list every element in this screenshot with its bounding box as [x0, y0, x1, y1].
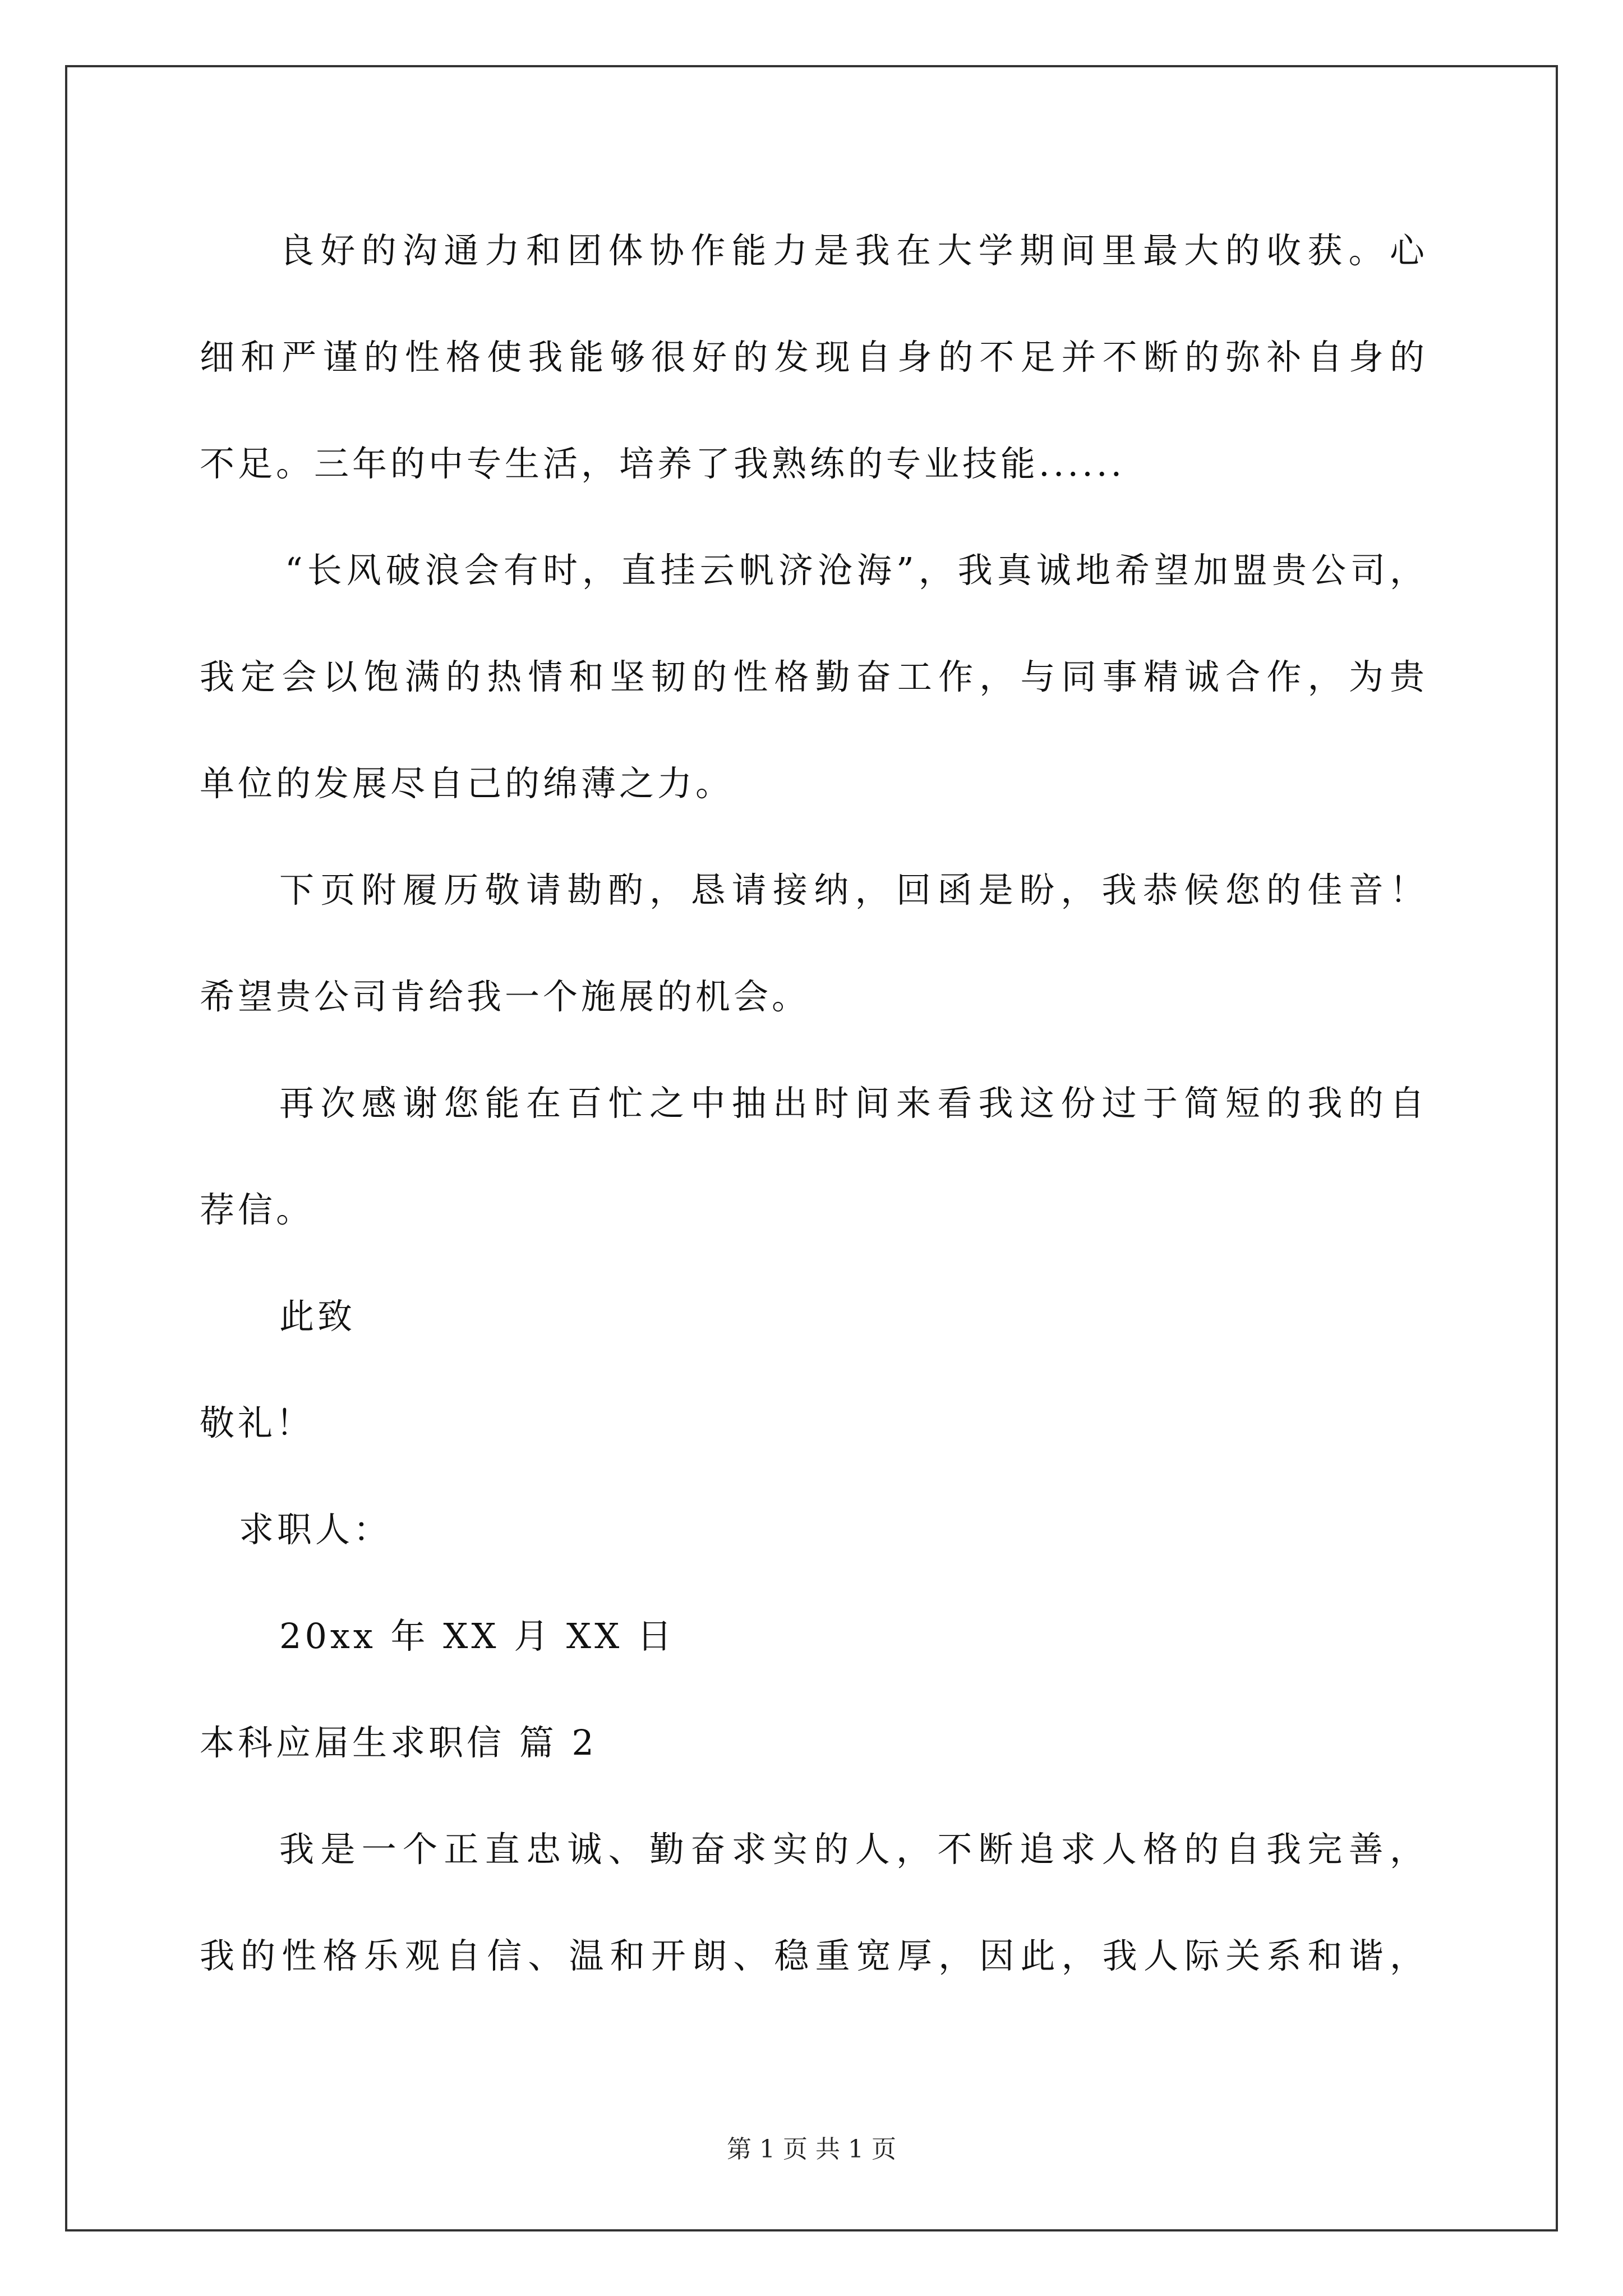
paragraph-line: 单位的发展尽自己的绵薄之力。	[200, 763, 734, 804]
paragraph-line: 再次感谢您能在百忙之中抽出时间来看我这份过于简短的我的自	[279, 1083, 1428, 1124]
closing-line: 此致	[279, 1296, 356, 1337]
page-border	[65, 65, 1558, 2231]
paragraph-line: 细和严谨的性格使我能够很好的发现自身的不足并不断的弥补自身的	[200, 337, 1428, 378]
paragraph-line: 不足。三年的中专生活，培养了我熟练的专业技能......	[200, 443, 1126, 484]
salutation-line: 敬礼！	[200, 1402, 315, 1443]
paragraph-line: 我是一个正直忠诚、勤奋求实的人，不断追求人格的自我完善，	[279, 1829, 1428, 1870]
paragraph-line: 荐信。	[200, 1189, 315, 1230]
paragraph-line: 下页附履历敬请勘酌，恳请接纳，回函是盼，我恭候您的佳音！	[279, 869, 1428, 910]
paragraph-line: “长风破浪会有时，直挂云帆济沧海”，我真诚地希望加盟贵公司，	[285, 550, 1428, 591]
signature-label: 求职人：	[239, 1509, 392, 1550]
paragraph-line: 我定会以饱满的热情和坚韧的性格勤奋工作，与同事精诚合作，为贵	[200, 656, 1428, 697]
paragraph-line: 良好的沟通力和团体协作能力是我在大学期间里最大的收获。心	[279, 230, 1428, 271]
paragraph-line: 希望贵公司肯给我一个施展的机会。	[200, 976, 810, 1017]
date-line: 20xx 年 XX 月 XX 日	[279, 1616, 675, 1657]
page-footer: 第 1 页 共 1 页	[727, 2135, 896, 2164]
section-heading: 本科应届生求职信 篇 2	[200, 1722, 597, 1763]
paragraph-line: 我的性格乐观自信、温和开朗、稳重宽厚，因此，我人际关系和谐，	[200, 1935, 1428, 1976]
